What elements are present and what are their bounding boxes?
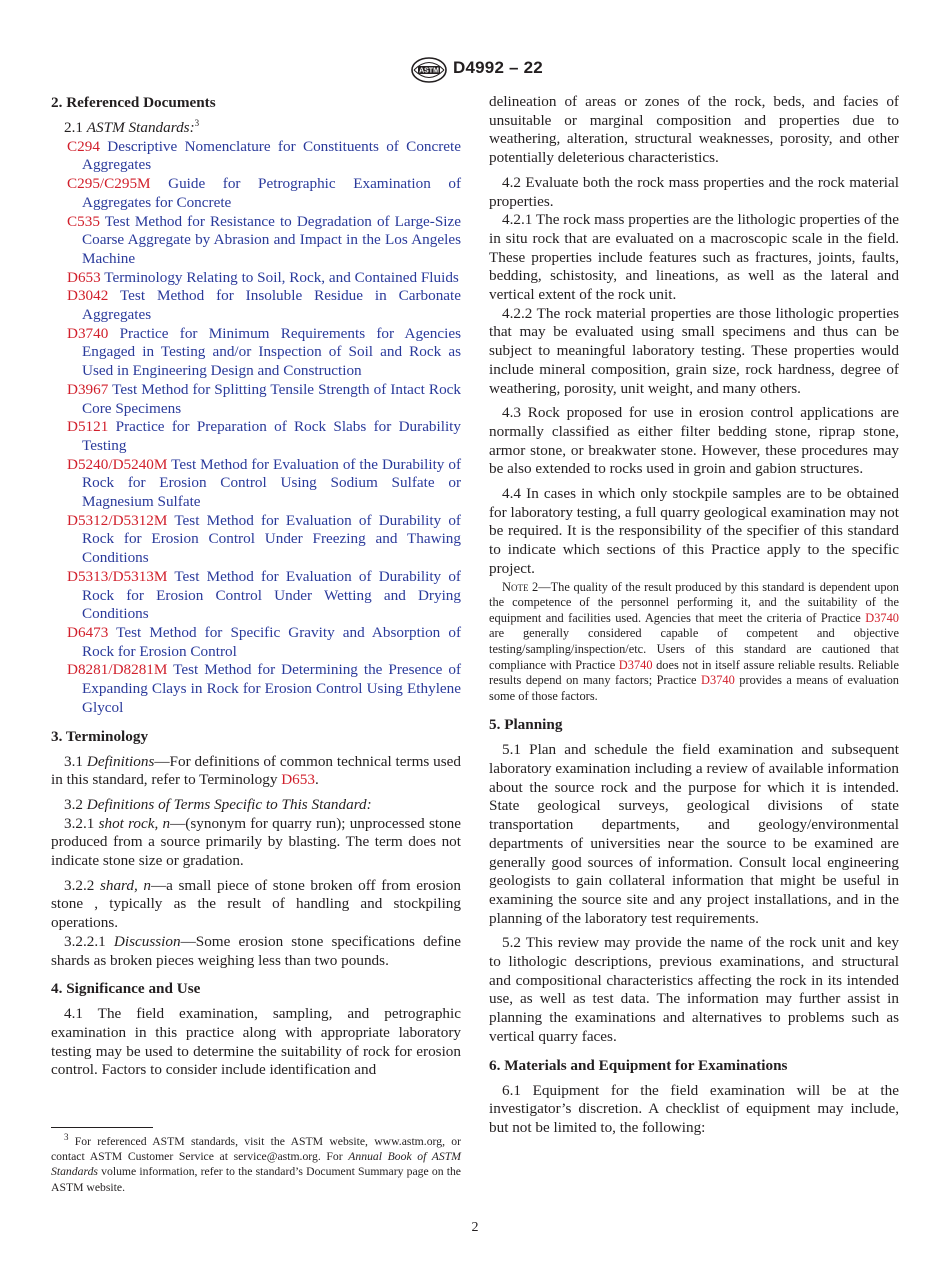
reference-entry — [51, 325, 461, 381]
reference-title-link[interactable]: Test Method for Specific Gravity and Absorption of Rock for Erosion Control — [82, 623, 461, 660]
footnote-rule — [51, 1127, 153, 1128]
left-column — [51, 93, 461, 1080]
reference-entry — [51, 568, 461, 624]
reference-title-link[interactable]: Test Method for Evaluation of Durability of Rock for Erosion Control Under Freezing and Thawing Conditions — [82, 511, 461, 567]
reference-entry — [51, 175, 461, 212]
reference-code-link[interactable]: D3042 — [67, 287, 109, 305]
reference-code-link[interactable]: D3967 — [67, 380, 109, 398]
reference-entry — [51, 456, 461, 512]
reference-entry — [51, 287, 461, 324]
subsection-2-1: 2.1 ASTM Standards:$^3$ — [64, 117, 200, 136]
reference-entry — [51, 381, 461, 418]
para-3-2-2: 3.2.2 shard, n—a small piece of stone broken off from erosion stone , typically as the result of handling and stockpiling operations. — [51, 876, 461, 932]
para-5-2: 5.2 This review may provide the name of the rock unit and key to lithologic descriptions, previous examinations, and structural and compositional characteristics affecting the rock in its intended use, as well as test data. The information may further assist in planning the examinations and alternatives to problems such as vertical quarry faces. — [489, 934, 899, 1045]
reference-entry — [51, 624, 461, 661]
reference-title-link[interactable]: Terminology Relating to Soil, Rock, and Contained Fluids — [104, 268, 459, 286]
reference-code-link[interactable]: D3740 — [67, 324, 109, 342]
right-column — [489, 93, 899, 1138]
para-5-1: 5.1 Plan and schedule the field examination and subsequent laboratory examination including a review of available information about the source rock and the purpose for which it is intended. State geological surveys, geological divisions of state transportation departments, and geology/environmental departments of universities near the source to be examined are generally good sources of information. Consult local engineering geologists to gain collateral information that might be useful in examining the source site and any project installations, and in the planning of the laboratory test requirements. — [489, 741, 899, 927]
reference-code-link[interactable]: D5313/D5313M — [67, 567, 168, 585]
reference-entry — [51, 213, 461, 269]
link-d3740[interactable]: D3740 — [618, 657, 653, 672]
page-number: 2 — [471, 1220, 479, 1235]
link-d3740[interactable]: D3740 — [865, 610, 899, 625]
reference-title-link[interactable]: Test Method for Determining the Presence of Expanding Clays in Rock for Erosion Control Using Ethylene Glycol — [82, 661, 461, 716]
reference-title-link[interactable]: Test Method for Resistance to Degradation of Large-Size Coarse Aggregate by Abrasion and Impact in the Los Angeles Machine — [82, 212, 461, 267]
para-4-2-1: 4.2.1 The rock mass properties are the lithologic properties of the in situ rock that are evaluated on a macroscopic scale in the field. These properties include features such as fractures, joints, faults, bedding, schistosity, and lineations, as well as the lateral and vertical extent of the rock unit. — [489, 211, 900, 304]
reference-title-link[interactable]: Test Method for Splitting Tensile Strength of Intact Rock Core Specimens — [82, 380, 461, 417]
section-3-heading: 3. Terminology — [51, 727, 149, 745]
note-2: Note 2—The quality of the result produced by this standard is dependent upon the competence of the personnel performing it, and the suitability of the equipment and facilities used. Agencies that meet the criteria of Practice D3740 are generally considered capable of competent and objective testing/sampling/inspection/etc. Users of this standard are cautioned that compliance with Practice D3740 does not in itself assure reliable results. Reliable results depend on many factors; Practice D3740 provides a means of evaluation some of those factors. — [489, 579, 899, 703]
para-4-1-continued: delineation of areas or zones of the rock, beds, and facies of unsuitable or marginal composition and properties due to weathering, alteration, structural weaknesses, porosity, and other potentially deleterious characteristics. — [489, 93, 899, 167]
section-2-heading: 2. Referenced Documents — [51, 94, 216, 111]
para-4-4: 4.4 In cases in which only stockpile samples are to be obtained for laboratory testing, a full quarry geological examination may not be required. It is the responsibility of the specifier of this standard to indicate which sections of this Practice apply to the specific project. — [489, 485, 899, 577]
reference-code-link[interactable]: C295/C295M — [67, 175, 151, 193]
astm-logo-icon — [410, 57, 448, 83]
footnote-3: $^3$ For referenced ASTM standards, visit the ASTM website, www.astm.org, or contact ASTM Customer Service at service@astm.org. For Annual Book of ASTM Standards volume information, refer to the standard’s Document Summary page on the ASTM website. — [51, 1132, 461, 1194]
reference-code-link[interactable]: C535 — [67, 212, 100, 230]
para-3-1: 3.1 Definitions—For definitions of common technical terms used in this standard, refer to Terminology D653. — [51, 752, 461, 789]
reference-title-link[interactable]: Test Method for Evaluation of the Durability of Rock for Erosion Control Using Sodium Sulfate or Magnesium Sulfate — [82, 455, 461, 511]
reference-list — [51, 138, 461, 718]
para-4-3: 4.3 Rock proposed for use in erosion control applications are normally classified as either filter bedding stone, riprap stone, armor stone, or breakwater stone. However, these procedures may be also extended to rocks used in groin and gabion structures. — [489, 404, 899, 478]
reference-code-link[interactable]: D5121 — [67, 418, 109, 436]
reference-entry — [51, 512, 461, 568]
reference-title-link[interactable]: Test Method for Evaluation of Durability of Rock for Erosion Control Under Wetting and Drying Conditions — [82, 567, 461, 623]
page-header — [0, 57, 950, 83]
reference-code-link[interactable]: D653 — [67, 268, 101, 286]
para-4-2-2: 4.2.2 The rock material properties are those lithologic properties that may be evaluated using small specimens and thus can be subject to meaningful laboratory testing. These properties would include mineral composition, grain size, rock hardness, degree of weathering, porosity, unit weight, and many others. — [489, 304, 899, 397]
section-5-heading: 5. Planning — [489, 716, 563, 734]
reference-code-link[interactable]: D5312/D5312M — [67, 511, 168, 529]
reference-code-link[interactable]: D8281/D8281M — [67, 661, 168, 679]
reference-title-link[interactable]: Test Method for Insoluble Residue in Carbonate Aggregates — [82, 287, 462, 324]
reference-entry — [51, 661, 461, 717]
reference-entry — [51, 269, 461, 288]
svg-text:ASTM: ASTM — [419, 67, 439, 75]
reference-title-link[interactable]: Practice for Preparation of Rock Slabs for Durability Testing — [82, 418, 461, 454]
reference-title-link[interactable]: Practice for Minimum Requirements for Agencies Engaged in Testing and/or Inspection of Soil and Rock as Used in Engineering Design and Construction — [82, 324, 462, 380]
para-3-2-1: 3.2.1 shot rock, n—(synonym for quarry run); unprocessed stone produced from a source primarily by blasting. The term does not indicate stone size or gradation. — [51, 814, 462, 870]
section-4-heading: 4. Significance and Use — [51, 980, 201, 998]
para-4-2: 4.2 Evaluate both the rock mass properties and the rock material properties. — [489, 173, 899, 210]
reference-code-link[interactable]: D5240/D5240M — [67, 455, 168, 473]
reference-entry — [51, 138, 461, 175]
para-6-1: 6.1 Equipment for the field examination will be at the investigator’s discretion. A checklist of equipment may include, but not be limited to, the following: — [489, 1081, 899, 1136]
link-d3740[interactable]: D3740 — [701, 673, 735, 688]
reference-code-link[interactable]: C294 — [67, 137, 100, 155]
link-d653[interactable]: D653 — [281, 771, 315, 789]
para-4-1: 4.1 The field examination, sampling, and petrographic examination in this practice along with appropriate laboratory testing may be used to determine the suitability of rock for erosion control. Factors to consider include identification and — [51, 1005, 461, 1079]
reference-code-link[interactable]: D6473 — [67, 623, 109, 641]
reference-entry — [51, 418, 461, 455]
para-3-2: 3.2 Definitions of Terms Specific to This Standard: — [64, 795, 372, 813]
reference-title-link[interactable]: Descriptive Nomenclature for Constituents of Concrete Aggregates — [82, 137, 462, 174]
document-id: D4992 – 22 — [453, 58, 543, 77]
section-6-heading: 6. Materials and Equipment for Examinations — [489, 1056, 788, 1074]
reference-title-link[interactable]: Guide for Petrographic Examination of Aggregates for Concrete — [82, 175, 462, 211]
para-3-2-2-1: 3.2.2.1 Discussion—Some erosion stone specifications define shards as broken pieces weighing less than two pounds. — [51, 932, 462, 969]
